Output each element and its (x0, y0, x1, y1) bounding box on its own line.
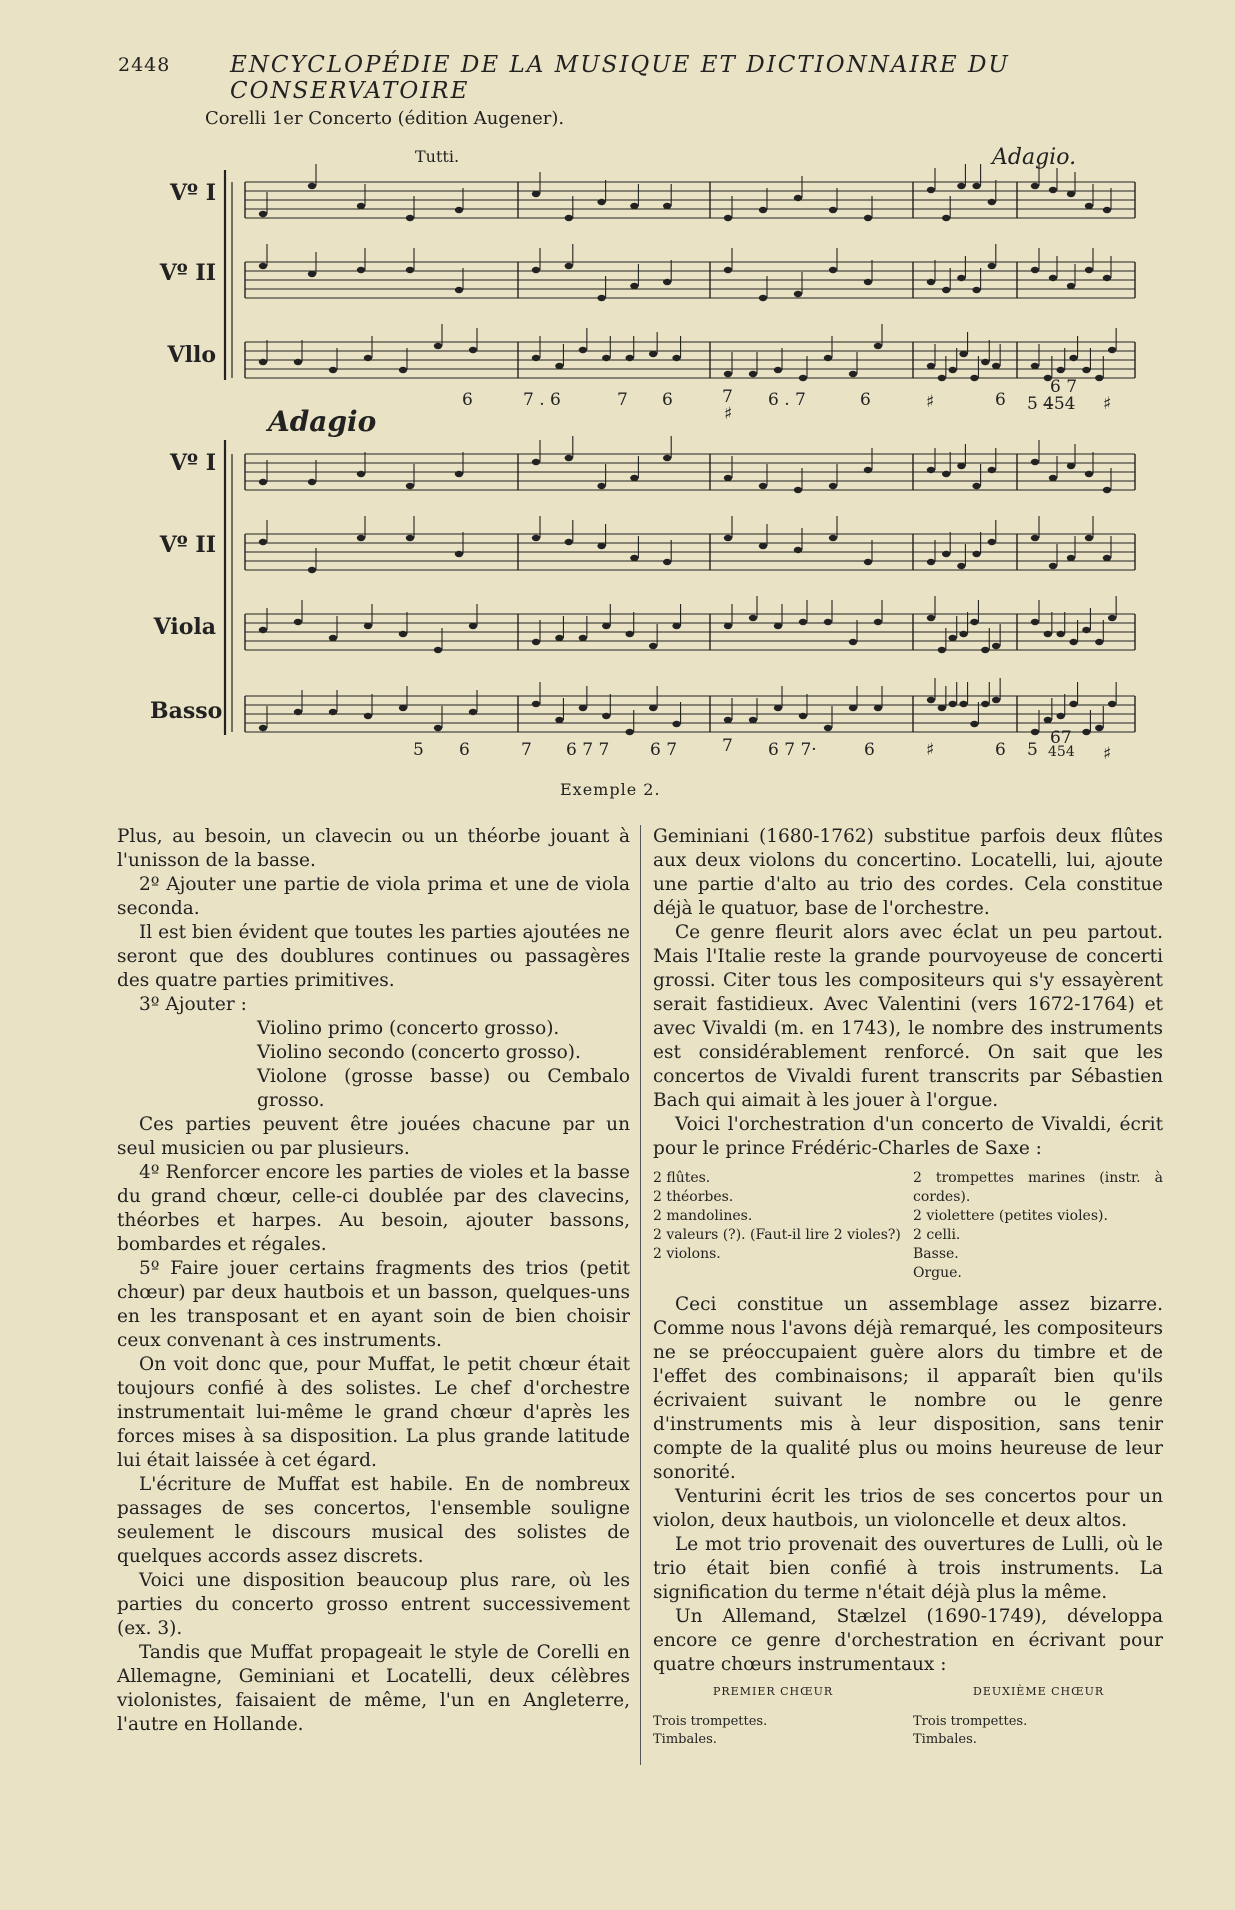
note-head (469, 709, 477, 715)
note-head (1049, 275, 1057, 281)
note-head (626, 729, 634, 735)
note-head (597, 483, 605, 489)
note-head (1085, 267, 1093, 273)
paragraph: Voici l'orchestration d'un concerto de Vivaldi, écrit pour le prince Frédéric-Charles de Saxe : (653, 1114, 1163, 1159)
note-head (357, 267, 365, 273)
note-head (849, 639, 857, 645)
note-head (532, 535, 540, 541)
note-head (927, 187, 935, 193)
note-head (864, 279, 872, 285)
note-head (724, 371, 732, 377)
note-head (864, 215, 872, 221)
figure: 6 7 (1050, 377, 1078, 397)
note-head (972, 483, 980, 489)
note-head (972, 183, 980, 189)
note-head (724, 717, 732, 723)
note-head (981, 701, 989, 707)
note-head (799, 713, 807, 719)
note-head (532, 701, 540, 707)
figure: 454 (1048, 744, 1075, 760)
note-head (942, 551, 950, 557)
note-head (259, 359, 267, 365)
paragraph: L'écriture de Muffat est habile. En de nombreux passages de ses concertos, l'ensemble souligne seulement le discours musical des solistes de quelques accords assez discrets. (117, 1474, 630, 1567)
note-head (532, 191, 540, 197)
note-head (308, 479, 316, 485)
note-head (1067, 463, 1075, 469)
note-head (555, 363, 563, 369)
note-head (597, 295, 605, 301)
instrument: 2 théorbes. (653, 1189, 734, 1205)
figure: 6 7 7· (768, 740, 817, 760)
right-column (653, 825, 1163, 1749)
note-head (799, 619, 807, 625)
note-head (949, 701, 957, 707)
note-head (794, 195, 802, 201)
note-head (942, 287, 950, 293)
note-head (927, 279, 935, 285)
note-head (434, 725, 442, 731)
note-head (829, 207, 837, 213)
note-head (259, 263, 267, 269)
figure: ♯ (926, 392, 935, 412)
note-head (630, 555, 638, 561)
figure: 7 (722, 736, 733, 756)
note-head (1031, 183, 1039, 189)
staff-label-violin-1b: Vº I (169, 450, 216, 476)
paragraph: Ceci constitue un assemblage assez bizarre. Comme nous l'avons déjà remarqué, les compositeurs ne se préoccupaient guère alors du timbre et de l'effet des combinaisons; il apparaît bien qu'ils écrivaient suivant le nombre ou le genre d'instruments mis à leur disposition, sans tenir compte de la qualité plus ou moins heureuse de leur sonorité. (653, 1294, 1163, 1483)
figure: ♯ (1103, 394, 1112, 414)
figure: 6 (462, 390, 473, 410)
column-divider (640, 825, 641, 1765)
note-head (759, 207, 767, 213)
note-head (992, 643, 1000, 649)
note-head (957, 183, 965, 189)
note-head (949, 635, 957, 641)
note-head (663, 279, 671, 285)
note-head (357, 203, 365, 209)
note-head (455, 287, 463, 293)
note-head (759, 295, 767, 301)
note-head (455, 551, 463, 557)
note-head (1031, 729, 1039, 735)
note-head (992, 363, 1000, 369)
note-head (759, 543, 767, 549)
note-head (1057, 713, 1065, 719)
note-head (824, 619, 832, 625)
note-head (406, 215, 414, 221)
note-head (357, 535, 365, 541)
note-head (1095, 725, 1103, 731)
note-head (824, 355, 832, 361)
note-head (874, 705, 882, 711)
note-head (959, 631, 967, 637)
note-head (849, 705, 857, 711)
choir-list (653, 1683, 1163, 1749)
note-head (469, 623, 477, 629)
note-head (329, 709, 337, 715)
note-head (927, 697, 935, 703)
note-head (988, 467, 996, 473)
note-head (938, 705, 946, 711)
note-head (874, 619, 882, 625)
adagio-marking-mid: Adagio (268, 405, 377, 438)
instrument: 2 mandolines. (653, 1208, 753, 1224)
figure: ♯ (1103, 744, 1112, 764)
note-head (970, 619, 978, 625)
figure: 6 7 (650, 740, 678, 760)
note-head (864, 559, 872, 565)
instrument: Orgue. (913, 1265, 962, 1281)
note-head (957, 463, 965, 469)
note-head (724, 475, 732, 481)
note-head (602, 355, 610, 361)
note-head (364, 355, 372, 361)
figure: 7 . 6 (523, 390, 561, 410)
note-head (829, 535, 837, 541)
note-head (308, 271, 316, 277)
note-head (794, 291, 802, 297)
note-head (672, 721, 680, 727)
instrument: 2 flûtes. (653, 1170, 711, 1186)
instrument: 2 violettere (petites violes). (913, 1208, 1108, 1224)
example-caption: Corelli 1er Concerto (édition Augener). (205, 108, 565, 129)
staff-label-viola: Viola (153, 614, 216, 640)
note-head (259, 211, 267, 217)
note-head (927, 559, 935, 565)
note-head (672, 355, 680, 361)
note-head (663, 203, 671, 209)
note-head (357, 471, 365, 477)
note-head (972, 287, 980, 293)
note-head (294, 619, 302, 625)
figure: 7 (617, 390, 628, 410)
note-head (1108, 701, 1116, 707)
note-head (555, 635, 563, 641)
note-head (626, 631, 634, 637)
note-head (259, 479, 267, 485)
note-head (972, 551, 980, 557)
list-item: Violino primo (concerto grosso). (257, 1018, 560, 1039)
note-head (532, 355, 540, 361)
note-head (774, 705, 782, 711)
note-head (597, 199, 605, 205)
note-head (749, 371, 757, 377)
instrument: Trois trompettes. (653, 1714, 768, 1729)
note-head (1049, 475, 1057, 481)
left-column (117, 825, 630, 1737)
note-head (579, 347, 587, 353)
figure: 6 (860, 390, 871, 410)
note-head (829, 267, 837, 273)
note-head (259, 627, 267, 633)
paragraph: Tandis que Muffat propageait le style de Corelli en Allemagne, Geminiani et Locatelli, deux célèbres violonistes, faisaient de même, l'un en Angleterre, l'autre en Hollande. (117, 1642, 630, 1735)
figure: 4̶54 (1043, 394, 1076, 414)
note-head (406, 483, 414, 489)
paragraph: Ces parties peuvent être jouées chacune par un seul musicien ou par plusieurs. (117, 1114, 630, 1159)
instrument: 2 violons. (653, 1246, 721, 1262)
paragraph: Ce genre fleurit alors avec éclat un peu partout. Mais l'Italie reste la grande pourvoyeuse de concerti grossi. Citer tous les compositeurs qui s'y essayèrent serait fastidieux. Avec Valentini (vers 1672-1764) et avec Vivaldi (m. en 1743), le nombre des instruments est considérablement renforcé. On sait que les concertos de Vivaldi furent transcrits par Sébastien Bach qui aimait à les jouer à l'orgue. (653, 922, 1163, 1111)
note-head (259, 725, 267, 731)
note-head (565, 455, 573, 461)
note-head (927, 615, 935, 621)
note-head (1031, 267, 1039, 273)
note-head (602, 623, 610, 629)
note-head (1103, 487, 1111, 493)
note-head (1057, 631, 1065, 637)
note-head (1067, 191, 1075, 197)
note-head (579, 635, 587, 641)
note-head (532, 267, 540, 273)
note-head (597, 543, 605, 549)
paragraph: 4º Renforcer encore les parties de violes et la basse du grand chœur, celle-ci doublée par des clavecins, théorbes et harpes. Au besoin, ajouter bassons, bombardes et régales. (117, 1162, 630, 1255)
paragraph: Le mot trio provenait des ouvertures de Lulli, où le trio était bien confié à trois instruments. La signification du terme n'était déjà plus la même. (653, 1534, 1163, 1603)
note-head (774, 367, 782, 373)
note-head (1067, 555, 1075, 561)
note-head (434, 343, 442, 349)
note-head (874, 343, 882, 349)
note-head (959, 701, 967, 707)
note-head (957, 563, 965, 569)
note-head (724, 623, 732, 629)
note-head (949, 367, 957, 373)
note-head (794, 487, 802, 493)
figure: 6 . 7 (768, 390, 806, 410)
note-head (579, 705, 587, 711)
note-head (959, 351, 967, 357)
running-title: ENCYCLOPÉDIE DE LA MUSIQUE ET DICTIONNAIRE DU CONSERVATOIRE (230, 52, 1010, 104)
note-head (565, 263, 573, 269)
note-head (565, 539, 573, 545)
note-head (1057, 367, 1065, 373)
note-head (1095, 375, 1103, 381)
note-head (749, 615, 757, 621)
note-head (1082, 367, 1090, 373)
choir-heading: DEUXIÈME CHŒUR (973, 1685, 1105, 1698)
note-head (1031, 535, 1039, 541)
paragraph: Il est bien évident que toutes les parties ajoutées ne seront que des doublures continues ou passagères des quatre parties primitives. (117, 922, 630, 991)
figure: 6 (864, 740, 875, 760)
note-head (1069, 639, 1077, 645)
list-item: Violino secondo (concerto grosso). (257, 1042, 581, 1063)
note-head (434, 647, 442, 653)
note-head (749, 717, 757, 723)
note-head (406, 535, 414, 541)
note-head (308, 183, 316, 189)
instrument: Timbales. (653, 1732, 717, 1747)
note-head (1031, 619, 1039, 625)
note-head (942, 215, 950, 221)
adagio-marking-top: Adagio. (992, 145, 1077, 170)
note-head (1103, 555, 1111, 561)
note-head (1095, 639, 1103, 645)
note-head (942, 471, 950, 477)
instrument: Trois trompettes. (913, 1714, 1028, 1729)
note-head (1067, 283, 1075, 289)
figure: 6 (459, 740, 470, 760)
staff-label-violin-2b: Vº II (159, 532, 216, 558)
note-head (1049, 563, 1057, 569)
note-head (329, 367, 337, 373)
figure: 5 (1027, 740, 1038, 760)
figure: 67 (1050, 728, 1072, 748)
note-head (1085, 203, 1093, 209)
instrument: Timbales. (913, 1732, 977, 1747)
paragraph: On voit donc que, pour Muffat, le petit chœur était toujours confié à des solistes. Le chef d'orchestre instrumentait lui-même le grand chœur d'après les forces mises à sa disposition. La plus grande latitude lui était laissée à cet égard. (117, 1354, 630, 1471)
note-head (406, 267, 414, 273)
instrument: 2 trompettes marines (instr. à cordes). (913, 1170, 1163, 1205)
note-head (329, 635, 337, 641)
note-head (649, 705, 657, 711)
instrument: 2 celli. (913, 1227, 961, 1243)
note-head (981, 359, 989, 365)
paragraph: Venturini écrit les trios de ses concertos pour un violon, deux hautbois, un violoncelle et deux altos. (653, 1486, 1163, 1531)
note-head (1108, 615, 1116, 621)
instrument: Basse. (913, 1246, 959, 1262)
note-head (555, 717, 563, 723)
figure: 6 7 7 (566, 740, 610, 760)
note-head (399, 705, 407, 711)
note-head (927, 467, 935, 473)
note-head (602, 713, 610, 719)
instrument: 2 valeurs (?). (Faut-il lire 2 violes?) (653, 1227, 901, 1243)
note-head (724, 267, 732, 273)
figure: 7 (521, 740, 532, 760)
note-head (364, 713, 372, 719)
example-label: Exemple 2. (560, 780, 661, 799)
choir-heading: PREMIER CHŒUR (713, 1685, 834, 1698)
note-head (938, 375, 946, 381)
page-number: 2448 (118, 54, 171, 76)
note-head (399, 631, 407, 637)
note-head (630, 203, 638, 209)
figure: 6 (995, 740, 1006, 760)
figure: ♯ (926, 740, 935, 760)
note-head (864, 467, 872, 473)
note-head (724, 215, 732, 221)
note-head (970, 721, 978, 727)
note-head (455, 207, 463, 213)
note-head (1044, 717, 1052, 723)
note-head (799, 375, 807, 381)
note-head (988, 263, 996, 269)
instrument-list (653, 1169, 1163, 1283)
paragraph: 2º Ajouter une partie de viola prima et une de viola seconda. (117, 874, 630, 919)
note-head (649, 351, 657, 357)
staff-label-violin-2: Vº II (159, 260, 216, 286)
note-head (672, 623, 680, 629)
note-head (988, 539, 996, 545)
note-head (988, 199, 996, 205)
figure: ♯ (724, 404, 733, 424)
note-head (565, 215, 573, 221)
note-head (759, 483, 767, 489)
note-head (630, 475, 638, 481)
paragraph: 3º Ajouter : (139, 994, 247, 1015)
note-head (649, 643, 657, 649)
staff-label-violin-1: Vº I (169, 180, 216, 206)
figure: 5 (1027, 394, 1038, 414)
note-head (1031, 363, 1039, 369)
note-head (1069, 355, 1077, 361)
note-head (1031, 459, 1039, 465)
note-head (532, 639, 540, 645)
note-head (970, 375, 978, 381)
staff-label-cello: Vllo (167, 342, 216, 368)
figure: 5 (413, 740, 424, 760)
note-head (630, 283, 638, 289)
note-head (1044, 631, 1052, 637)
note-head (992, 697, 1000, 703)
note-head (259, 539, 267, 545)
note-head (399, 367, 407, 373)
list-item: Violone (grosse basse) ou Cembalo grosso. (257, 1066, 630, 1111)
paragraph: Voici une disposition beaucoup plus rare, où les parties du concerto grosso entrent successivement (ex. 3). (117, 1570, 630, 1639)
note-head (308, 567, 316, 573)
note-head (724, 535, 732, 541)
note-head (1103, 207, 1111, 213)
staff-label-basso: Basso (150, 698, 223, 724)
note-head (1069, 701, 1077, 707)
note-head (957, 275, 965, 281)
note-head (938, 647, 946, 653)
note-head (1085, 471, 1093, 477)
note-head (981, 647, 989, 653)
note-head (794, 547, 802, 553)
note-head (849, 371, 857, 377)
paragraph: 5º Faire jouer certains fragments des trios (petit chœur) par deux hautbois et un basson, quelques-uns en les transposant et en ayant soin de bien choisir ceux convenant à ces instruments. (117, 1258, 630, 1351)
figure: 6 (995, 390, 1006, 410)
note-head (1108, 347, 1116, 353)
note-head (824, 725, 832, 731)
note-head (927, 363, 935, 369)
note-head (829, 483, 837, 489)
paragraph: Un Allemand, Stælzel (1690-1749), développa encore ce genre d'orchestration en écrivant pour quatre chœurs instrumentaux : (653, 1606, 1163, 1675)
note-head (294, 709, 302, 715)
note-head (1082, 729, 1090, 735)
figure: 7 (722, 387, 733, 407)
note-head (1103, 275, 1111, 281)
note-head (1082, 627, 1090, 633)
note-head (663, 455, 671, 461)
note-head (626, 355, 634, 361)
note-head (774, 623, 782, 629)
paragraph: Plus, au besoin, un clavecin ou un théorbe jouant à l'unisson de la basse. (117, 826, 630, 871)
note-head (469, 347, 477, 353)
note-head (532, 459, 540, 465)
tutti-marking: Tutti. (415, 147, 460, 166)
note-head (364, 623, 372, 629)
note-head (663, 559, 671, 565)
note-head (455, 471, 463, 477)
note-head (1049, 187, 1057, 193)
note-head (294, 359, 302, 365)
figure: 6 (662, 390, 673, 410)
note-head (1085, 535, 1093, 541)
paragraph: Geminiani (1680-1762) substitue parfois deux flûtes aux deux violons du concertino. Locatelli, lui, ajoute une partie d'alto au trio des cordes. Cela constitue déjà le quatuor, base de l'orchestre. (653, 826, 1163, 919)
